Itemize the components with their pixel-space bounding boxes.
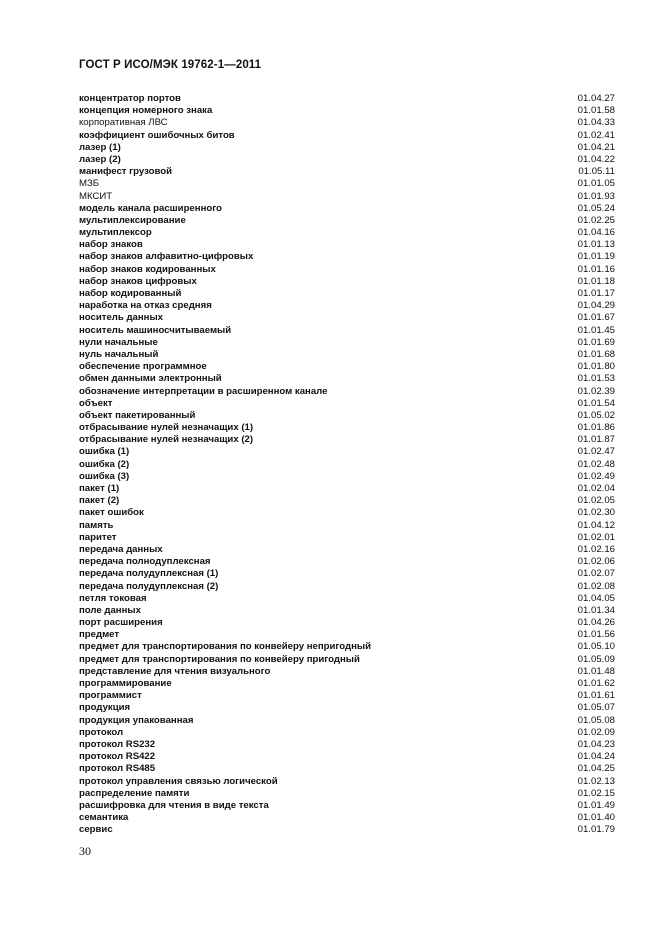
index-entry	[79, 276, 615, 288]
entry-code: 01.01.87	[577, 434, 615, 446]
entry-term: протокол RS422	[79, 751, 156, 763]
entry-code: 01.05.02	[577, 409, 615, 421]
index-entry	[79, 800, 615, 812]
entry-code: 01.01.93	[577, 190, 615, 202]
entry-term: передача полудуплексная (1)	[79, 568, 219, 580]
index-entry	[79, 727, 615, 739]
entry-term: носитель машиносчитываемый	[79, 324, 232, 336]
entry-term: нули начальные	[79, 336, 158, 348]
entry-code: 01.02.41	[577, 129, 615, 141]
index-entry	[79, 93, 615, 105]
entry-code: 01.02.05	[577, 495, 615, 507]
page-number: 30	[79, 844, 91, 858]
entry-term: протокол	[79, 726, 124, 738]
entry-code: 01.01.80	[577, 361, 615, 373]
index-entry	[79, 581, 615, 593]
index-entry	[79, 251, 615, 263]
entry-code: 01.01.54	[577, 397, 615, 409]
entry-code: 01.01.05	[577, 178, 615, 190]
index-entry	[79, 788, 615, 800]
entry-term: мультиплексирование	[79, 214, 186, 226]
index-entry	[79, 227, 615, 239]
entry-code: 01.02.39	[577, 385, 615, 397]
index-entry	[79, 715, 615, 727]
entry-term: концентратор портов	[79, 93, 181, 104]
entry-code: 01.04.24	[577, 751, 615, 763]
entry-term: предмет для транспортирования по конвейеру непригодный	[79, 641, 371, 653]
entry-term: ошибка (1)	[79, 446, 130, 458]
index-entry	[79, 178, 615, 190]
entry-code: 01.05.24	[577, 202, 615, 214]
entry-code: 01.05.09	[577, 653, 615, 665]
index-entry	[79, 556, 615, 568]
index-entry	[79, 763, 615, 775]
entry-code: 01.01.13	[577, 239, 615, 251]
entry-code: 01.01.79	[577, 824, 615, 836]
entry-code: 01.04.16	[577, 227, 615, 239]
index-entry	[79, 203, 615, 215]
entry-term: продукция	[79, 702, 131, 714]
entry-code: 01.01.62	[577, 678, 615, 689]
entry-term: носитель данных	[79, 312, 163, 324]
index-entry	[79, 312, 615, 324]
entry-code: 01.04.23	[577, 738, 615, 750]
index-entry	[79, 605, 615, 617]
entry-code: 01.02.04	[577, 483, 615, 494]
index-entry	[79, 105, 615, 117]
entry-term: обмен данными электронный	[79, 373, 222, 385]
entry-term: набор знаков цифровых	[79, 275, 197, 287]
entry-term: отбрасывание нулей незначащих (2)	[79, 434, 254, 446]
entry-code: 01.02.48	[577, 458, 615, 470]
entry-term: лазер (2)	[79, 153, 121, 165]
entry-code: 01.01.68	[577, 348, 615, 360]
index-entry	[79, 471, 615, 483]
entry-code: 01.02.07	[577, 568, 615, 580]
entry-code: 01.05.08	[577, 714, 615, 726]
entry-code: 01.01.56	[577, 629, 615, 641]
entry-term: набор кодированный	[79, 288, 182, 299]
index-entry	[79, 361, 615, 373]
index-entry	[79, 629, 615, 641]
entry-code: 01.01.86	[577, 422, 615, 434]
index-entry	[79, 130, 615, 142]
index-entry	[79, 507, 615, 519]
entry-term: мультиплексор	[79, 227, 152, 239]
entry-term: протокол RS232	[79, 738, 156, 750]
entry-code: 01.04.26	[577, 617, 615, 629]
entry-term: предмет	[79, 629, 120, 641]
entry-code: 01.04.25	[577, 763, 615, 775]
entry-code: 01.01.69	[577, 336, 615, 348]
entry-term: коэффициент ошибочных битов	[79, 129, 235, 141]
index-entry	[79, 690, 615, 702]
entry-code: 01.01.58	[577, 105, 615, 117]
index-entry	[79, 337, 615, 349]
entry-term: набор знаков	[79, 239, 143, 251]
entry-term: предмет для транспортирования по конвейеру пригодный	[79, 653, 360, 665]
entry-code: 01.02.30	[577, 507, 615, 519]
index-entry	[79, 483, 615, 495]
entry-term: лазер (1)	[79, 141, 121, 153]
index-entry	[79, 288, 615, 300]
document-header: ГОСТ Р ИСО/МЭК 19762-1—2011	[79, 59, 262, 71]
index-entry	[79, 422, 615, 434]
index-entry	[79, 373, 615, 385]
entry-term: протокол управления связью логической	[79, 775, 278, 787]
entry-term: продукция упакованная	[79, 714, 194, 726]
entry-term: концепция номерного знака	[79, 105, 213, 117]
index-entry	[79, 264, 615, 276]
index-entry	[79, 678, 615, 690]
index-entry	[79, 386, 615, 398]
index-entry	[79, 300, 615, 312]
index-entry	[79, 824, 615, 836]
entry-term: ошибка (2)	[79, 458, 130, 470]
index-entry	[79, 166, 615, 178]
entry-code: 01.02.08	[577, 580, 615, 592]
index-entry	[79, 532, 615, 544]
entry-term: наработка на отказ средняя	[79, 300, 212, 312]
entry-code: 01.02.09	[577, 726, 615, 738]
index-entry	[79, 544, 615, 556]
entry-term: петля токовая	[79, 592, 147, 604]
entry-term: набор знаков кодированных	[79, 263, 216, 275]
entry-term: передача данных	[79, 543, 163, 555]
index-entry	[79, 325, 615, 337]
entry-code: 01.05.07	[577, 702, 615, 714]
entry-code: 01.01.17	[577, 288, 615, 299]
entry-term: объект	[79, 397, 113, 409]
entry-term: корпоративная ЛВС	[79, 117, 168, 129]
entry-code: 01.01.18	[577, 275, 615, 287]
entry-code: 01.04.22	[577, 153, 615, 165]
index-entry	[79, 215, 615, 227]
entry-code: 01.01.40	[577, 812, 615, 824]
entry-term: обозначение интерпретации в расширенном канале	[79, 385, 328, 397]
entry-term: обеспечение программное	[79, 361, 207, 373]
index-entry	[79, 191, 615, 203]
entry-term: программист	[79, 690, 142, 702]
entry-code: 01.04.12	[577, 519, 615, 531]
entry-code: 01.01.16	[577, 263, 615, 275]
entry-term: МЗБ	[79, 178, 100, 190]
entry-code: 01.04.21	[577, 141, 615, 153]
entry-code: 01.04.33	[577, 117, 615, 129]
entry-code: 01.05.11	[578, 166, 615, 178]
entry-term: порт расширения	[79, 617, 163, 629]
entry-code: 01.01.53	[577, 373, 615, 385]
index-entry	[79, 410, 615, 422]
entry-code: 01.01.34	[577, 604, 615, 616]
entry-term: модель канала расширенного	[79, 202, 222, 214]
entry-code: 01.04.29	[577, 300, 615, 312]
entry-term: семантика	[79, 812, 129, 824]
entry-term: протокол RS485	[79, 763, 156, 775]
index-entry	[79, 812, 615, 824]
entry-term: манифест грузовой	[79, 166, 173, 178]
entry-code: 01.02.01	[577, 531, 615, 543]
entry-term: объект пакетированный	[79, 409, 196, 421]
entry-term: пакет (1)	[79, 483, 120, 494]
entry-code: 01.05.10	[577, 641, 615, 653]
entry-term: передача полнодуплексная	[79, 556, 211, 568]
entry-term: сервис	[79, 824, 113, 836]
entry-term: отбрасывание нулей незначащих (1)	[79, 422, 254, 434]
entry-code: 01.01.19	[577, 251, 615, 263]
index-entry	[79, 568, 615, 580]
index-entry	[79, 398, 615, 410]
entry-term: поле данных	[79, 604, 141, 616]
index-entry	[79, 142, 615, 154]
entry-term: программирование	[79, 678, 172, 689]
index-entry	[79, 641, 615, 653]
index-entry	[79, 434, 615, 446]
entry-code: 01.04.27	[577, 93, 615, 104]
entry-term: распределение памяти	[79, 787, 190, 799]
index-entry	[79, 776, 615, 788]
entry-code: 01.01.49	[577, 799, 615, 811]
entry-term: расшифровка для чтения в виде текста	[79, 799, 269, 811]
entry-code: 01.02.06	[577, 556, 615, 568]
index-entry	[79, 446, 615, 458]
entry-term: пакет (2)	[79, 495, 120, 507]
index-entry	[79, 751, 615, 763]
index-entry	[79, 239, 615, 251]
entry-code: 01.02.16	[577, 543, 615, 555]
term-index-list	[79, 93, 615, 836]
index-entry	[79, 617, 615, 629]
entry-code: 01.01.61	[577, 690, 615, 702]
entry-code: 01.02.25	[577, 214, 615, 226]
entry-code: 01.01.67	[577, 312, 615, 324]
index-entry	[79, 593, 615, 605]
entry-code: 01.02.47	[577, 446, 615, 458]
entry-term: ошибка (3)	[79, 470, 130, 482]
entry-term: набор знаков алфавитно-цифровых	[79, 251, 254, 263]
index-entry	[79, 666, 615, 678]
index-entry	[79, 495, 615, 507]
entry-term: паритет	[79, 531, 117, 543]
index-entry	[79, 349, 615, 361]
entry-term: передача полудуплексная (2)	[79, 580, 219, 592]
entry-term: МКСИТ	[79, 190, 113, 202]
entry-term: память	[79, 519, 114, 531]
index-entry	[79, 117, 615, 129]
entry-code: 01.02.13	[577, 775, 615, 787]
entry-term: нуль начальный	[79, 348, 159, 360]
entry-code: 01.04.05	[577, 592, 615, 604]
index-entry	[79, 520, 615, 532]
entry-code: 01.01.48	[577, 665, 615, 677]
index-entry	[79, 702, 615, 714]
entry-term: представление для чтения визуального	[79, 665, 271, 677]
entry-code: 01.02.49	[577, 470, 615, 482]
entry-term: пакет ошибок	[79, 507, 144, 519]
index-entry	[79, 459, 615, 471]
index-entry	[79, 739, 615, 751]
index-entry	[79, 654, 615, 666]
entry-code: 01.02.15	[577, 787, 615, 799]
entry-code: 01.01.45	[577, 324, 615, 336]
index-entry	[79, 154, 615, 166]
